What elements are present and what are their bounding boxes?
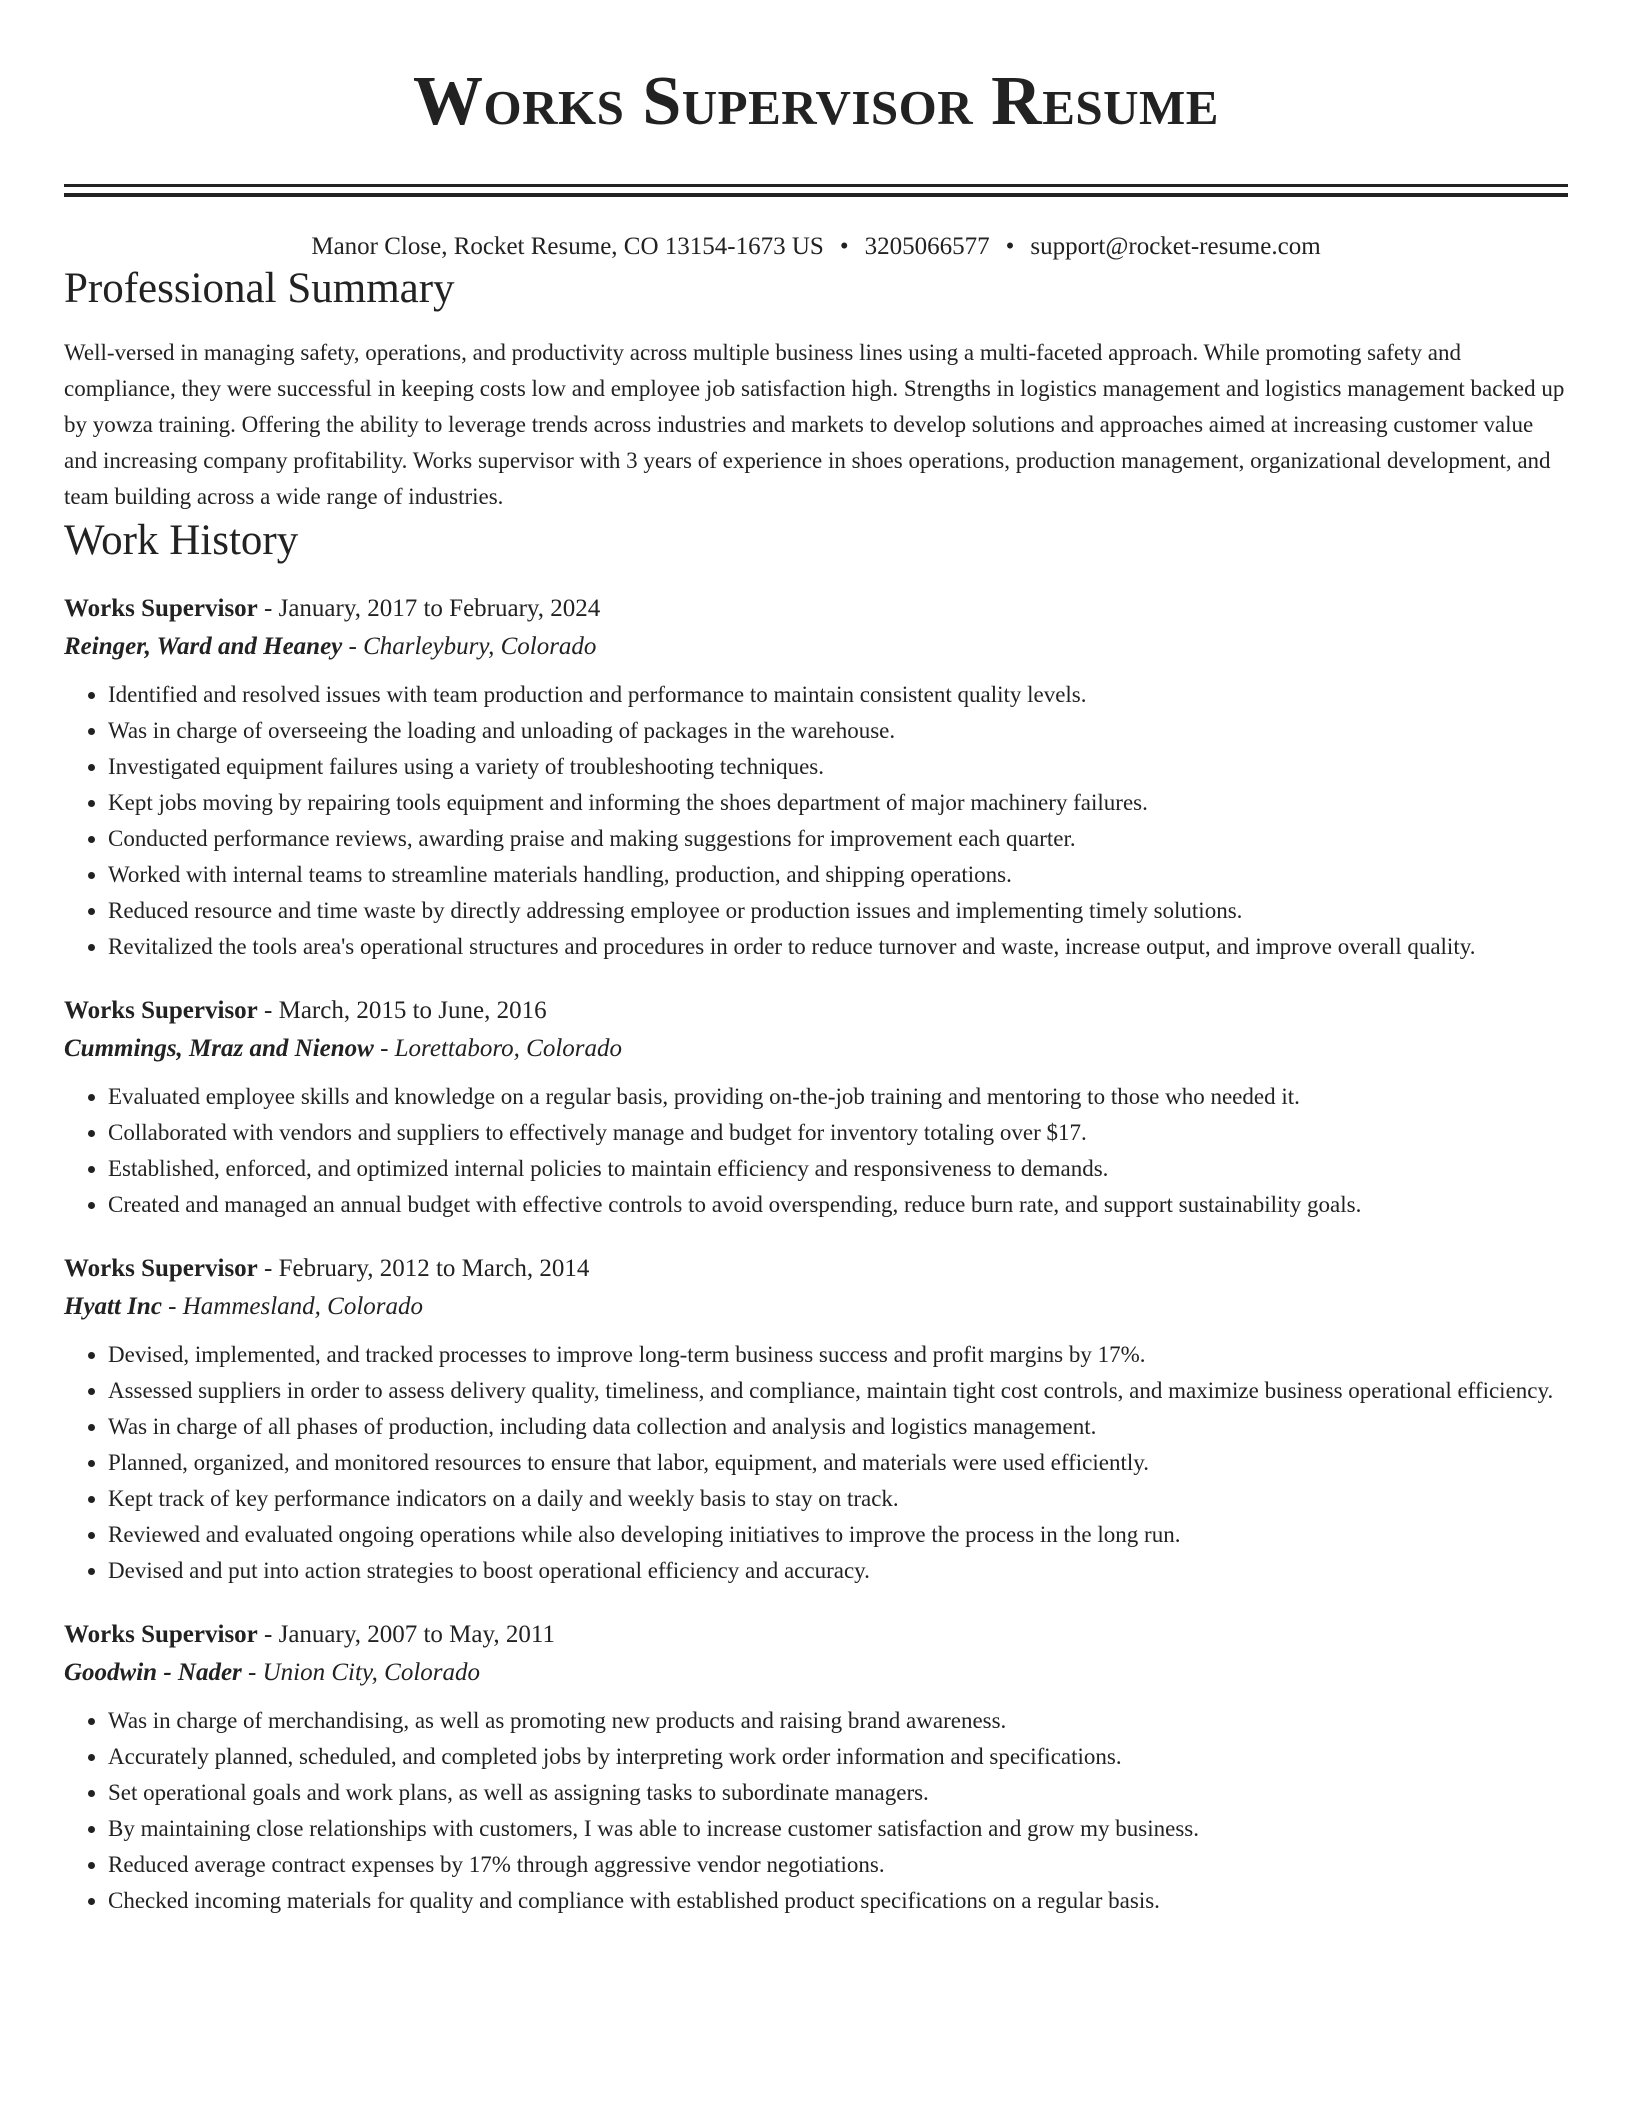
job-entry	[64, 591, 1568, 965]
job-dash: -	[348, 633, 357, 660]
job-dash: -	[168, 1293, 177, 1320]
resume-title: Works Supervisor Resume	[413, 63, 1219, 140]
job-bullet: • Set operational goals and work plans, as well as assigning tasks to subordinate managers.	[108, 1775, 1568, 1811]
job-bullet: • Was in charge of merchandising, as well as promoting new products and raising brand awareness.	[108, 1703, 1568, 1739]
job-bullets	[64, 677, 1568, 965]
job-bullet: • Created and managed an annual budget with effective controls to avoid overspending, reduce burn rate, and support sustainability goals.	[108, 1187, 1568, 1223]
job-bullet: • By maintaining close relationships with customers, I was able to increase customer satisfaction and grow my business.	[108, 1811, 1568, 1847]
job-dash: -	[264, 595, 273, 622]
job-bullet: • Investigated equipment failures using a variety of troubleshooting techniques.	[108, 749, 1568, 785]
job-dash: -	[264, 997, 273, 1024]
job-company-line	[64, 627, 1568, 667]
job-dash: -	[380, 1035, 389, 1062]
job-bullet: • Devised and put into action strategies to boost operational efficiency and accuracy.	[108, 1553, 1568, 1589]
contact-separator: •	[839, 233, 849, 260]
job-bullet: • Conducted performance reviews, awarding praise and making suggestions for improvement each quarter.	[108, 821, 1568, 857]
job-location: Union City, Colorado	[262, 1659, 481, 1686]
job-dash: -	[264, 1255, 273, 1282]
job-company: Hyatt Inc	[64, 1293, 162, 1320]
job-bullet: • Reviewed and evaluated ongoing operations while also developing initiatives to improve the process in the long run.	[108, 1517, 1568, 1553]
job-bullet: • Accurately planned, scheduled, and completed jobs by interpreting work order information and specifications.	[108, 1739, 1568, 1775]
job-bullet: • Collaborated with vendors and suppliers to effectively manage and budget for inventory totaling over $17.	[108, 1115, 1568, 1151]
contact-email: support@rocket-resume.com	[1030, 233, 1321, 260]
job-dates: March, 2015 to June, 2016	[278, 997, 547, 1024]
contact-line	[64, 231, 1568, 263]
job-bullet: • Assessed suppliers in order to assess delivery quality, timeliness, and compliance, maintain tight cost controls, and maximize business operational efficiency.	[108, 1373, 1568, 1409]
job-dates: January, 2017 to February, 2024	[278, 595, 601, 622]
job-dates: February, 2012 to March, 2014	[278, 1255, 590, 1282]
job-title-line	[64, 591, 1568, 627]
summary-text: Well-versed in managing safety, operations, and productivity across multiple business lines using a multi-faceted approach. While promoting safety and compliance, they were successful in keeping costs low and employee job satisfaction high. Strengths in logistics management and logistics management backed up by yowza training. Offering the ability to leverage trends across industries and markets to develop solutions and approaches aimed at increasing customer value and increasing company profitability. Works supervisor with 3 years of experience in shoes operations, production management, organizational development, and team building across a wide range of industries.	[64, 340, 1565, 509]
job-bullet: • Was in charge of all phases of production, including data collection and analysis and logistics management.	[108, 1409, 1568, 1445]
job-bullets	[64, 1079, 1568, 1223]
job-title: Works Supervisor	[64, 1255, 258, 1282]
job-location: Hammesland, Colorado	[182, 1293, 424, 1320]
job-bullet: • Established, enforced, and optimized internal policies to maintain efficiency and responsiveness to demands.	[108, 1151, 1568, 1187]
job-location: Charleybury, Colorado	[363, 633, 597, 660]
job-company-line	[64, 1029, 1568, 1069]
job-bullet: • Worked with internal teams to streamline materials handling, production, and shipping operations.	[108, 857, 1568, 893]
job-company: Goodwin - Nader	[64, 1659, 242, 1686]
job-dates: January, 2007 to May, 2011	[278, 1621, 555, 1648]
job-bullet: • Checked incoming materials for quality and compliance with established product specifications on a regular basis.	[108, 1883, 1568, 1919]
job-bullet: • Was in charge of overseeing the loading and unloading of packages in the warehouse.	[108, 713, 1568, 749]
job-bullet: • Evaluated employee skills and knowledge on a regular basis, providing on-the-job training and mentoring to those who needed it.	[108, 1079, 1568, 1115]
title-rule-bottom	[64, 193, 1568, 197]
job-title-line	[64, 1617, 1568, 1653]
summary-heading: Professional Summary	[64, 265, 455, 312]
job-bullet: • Reduced resource and time waste by directly addressing employee or production issues and implementing timely solutions.	[108, 893, 1568, 929]
job-entry	[64, 1617, 1568, 1919]
job-bullet: • Reduced average contract expenses by 17% through aggressive vendor negotiations.	[108, 1847, 1568, 1883]
work-history-heading: Work History	[64, 517, 299, 564]
job-bullet: • Kept track of key performance indicators on a daily and weekly basis to stay on track.	[108, 1481, 1568, 1517]
job-bullet: • Revitalized the tools area's operational structures and procedures in order to reduce turnover and waste, increase output, and improve overall quality.	[108, 929, 1568, 965]
job-company: Reinger, Ward and Heaney	[64, 633, 343, 660]
contact-address: Manor Close, Rocket Resume, CO 13154-1673 US	[311, 233, 824, 260]
title-rule-top	[64, 184, 1568, 187]
job-company: Cummings, Mraz and Nienow	[64, 1035, 374, 1062]
job-dash: -	[264, 1621, 273, 1648]
job-title-line	[64, 1251, 1568, 1287]
job-bullets	[64, 1337, 1568, 1589]
job-bullets	[64, 1703, 1568, 1919]
contact-phone: 3205066577	[864, 233, 990, 260]
job-bullet: • Kept jobs moving by repairing tools equipment and informing the shoes department of major machinery failures.	[108, 785, 1568, 821]
job-dash: -	[248, 1659, 257, 1686]
job-company-line	[64, 1287, 1568, 1327]
job-location: Lorettaboro, Colorado	[394, 1035, 622, 1062]
job-bullet: • Identified and resolved issues with team production and performance to maintain consistent quality levels.	[108, 677, 1568, 713]
job-title: Works Supervisor	[64, 997, 258, 1024]
job-bullet: • Devised, implemented, and tracked processes to improve long-term business success and profit margins by 17%.	[108, 1337, 1568, 1373]
contact-separator: •	[1005, 233, 1015, 260]
job-company-line	[64, 1653, 1568, 1693]
resume-page	[64, 0, 1568, 1919]
job-bullet: • Planned, organized, and monitored resources to ensure that labor, equipment, and materials were used efficiently.	[108, 1445, 1568, 1481]
job-entry	[64, 1251, 1568, 1589]
job-title-line	[64, 993, 1568, 1029]
job-entry	[64, 993, 1568, 1223]
job-title: Works Supervisor	[64, 1621, 258, 1648]
job-title: Works Supervisor	[64, 595, 258, 622]
